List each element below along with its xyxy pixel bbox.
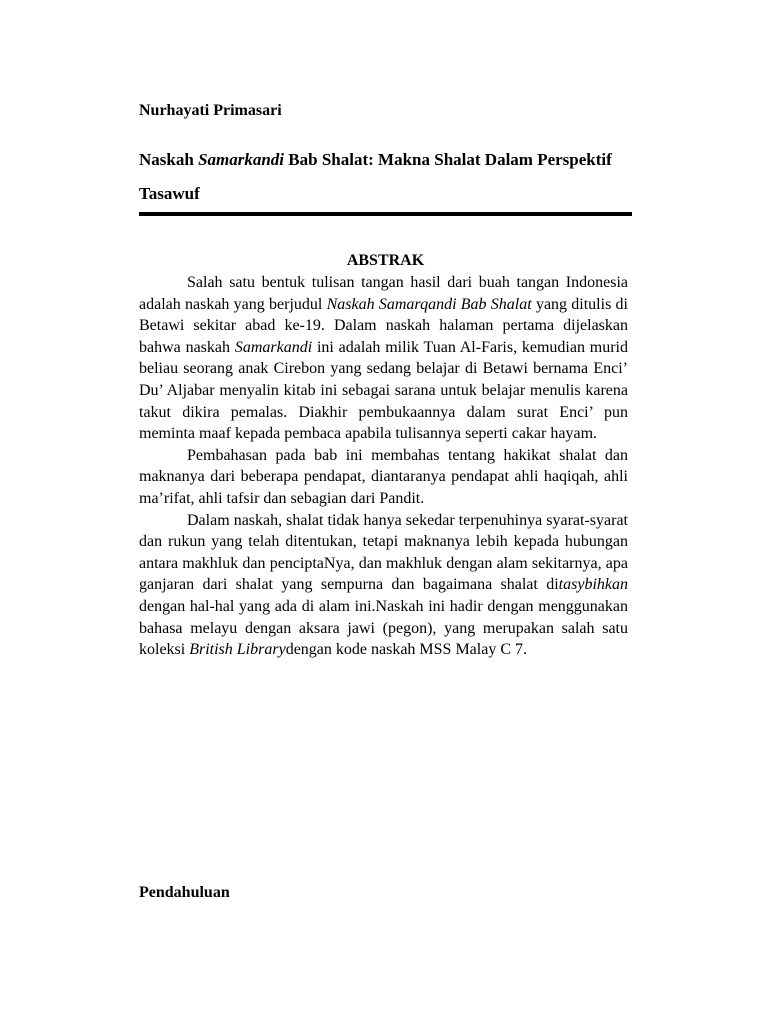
- p3-italic-2: British Library: [189, 641, 286, 659]
- author-name: Nurhayati Primasari: [139, 102, 282, 119]
- paper-title: [139, 143, 639, 211]
- title-text-1: Naskah: [139, 150, 199, 169]
- abstract-body: [139, 272, 628, 661]
- abstract-paragraph-1: [139, 272, 628, 445]
- abstract-paragraph-2: Pembahasan pada bab ini membahas tentang hakikat shalat dan maknanya dari beberapa pendapat, diantaranya pendapat ahli haqiqah, ahli ma’rifat, ahli tafsir dan sebagian dari Pandit.: [139, 446, 628, 507]
- p3-italic-1: tasybihkan: [558, 576, 628, 594]
- p3-text-1: Dalam naskah, shalat tidak hanya sekedar terpenuhinya syarat-syarat dan rukun yang telah ditentukan, tetapi maknanya lebih kepada hubungan antara makhluk dan penciptaNya, dan makhluk dengan alam sekitarnya, apa ganjaran dari shalat yang sempurna dan bagaimana shalat di: [139, 511, 628, 594]
- p1-text-1: Salah satu bentuk tulisan tangan hasil dari buah tangan Indonesia adalah naskah yang berjudul: [139, 274, 628, 313]
- abstract-heading: ABSTRAK: [346, 252, 425, 269]
- p3-text-3: dengan kode naskah MSS Malay C 7.: [285, 641, 527, 659]
- title-divider: [139, 212, 632, 216]
- title-text-2: Bab Shalat: Makna Shalat Dalam Perspektif Tasawuf: [139, 150, 612, 203]
- p1-text-2: yang ditulis di Betawi sekitar abad ke-19. Dalam naskah halaman pertama dijelaskan bahwa naskah: [139, 295, 629, 356]
- p1-italic-2: Samarkandi: [234, 338, 313, 356]
- abstract-paragraph-3: [139, 510, 628, 661]
- section-heading-pendahuluan: Pendahuluan: [139, 884, 230, 901]
- p1-italic-1: Naskah Samarqandi Bab Shalat: [326, 295, 532, 313]
- p1-text-3: ini adalah milik Tuan Al-Faris, kemudian murid beliau seorang anak Cirebon yang sedang belajar di Betawi bernama Enci’ Du’ Aljabar menyalin kitab ini sebagai sarana untuk belajar menulis karena takut dikira pemalas. Diakhir pembukaannya dalam surat Enci’ pun meminta maaf kepada pembaca apabila tulisannya seperti cakar hayam.: [139, 338, 629, 443]
- p3-text-2: dengan hal-hal yang ada di alam ini.Naskah ini hadir dengan menggunakan bahasa melayu dengan aksara jawi (pegon), yang merupakan salah satu koleksi: [139, 597, 628, 659]
- title-italic: Samarkandi: [198, 150, 285, 169]
